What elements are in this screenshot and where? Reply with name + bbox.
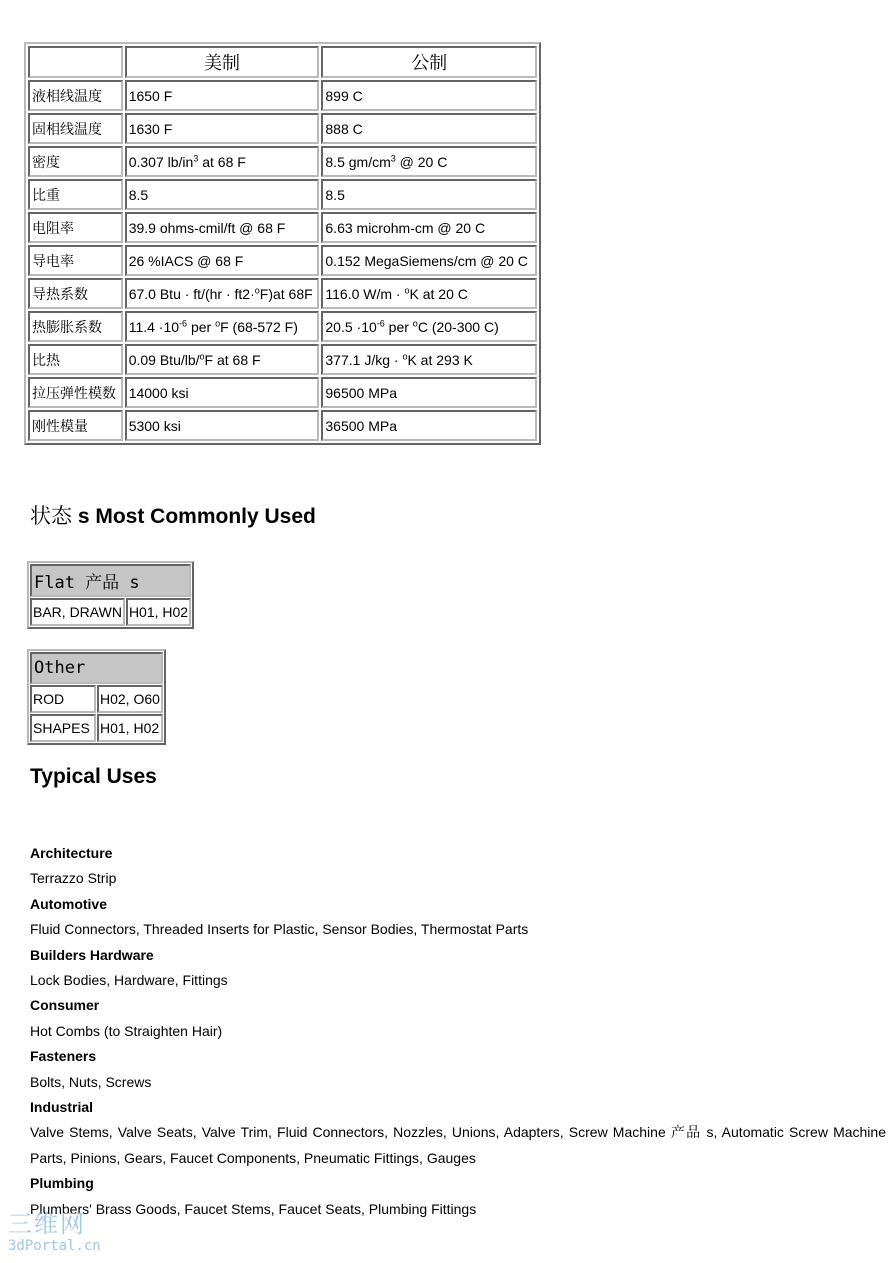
flat-header-row	[30, 564, 191, 597]
use-text: Lock Bodies, Hardware, Fittings	[30, 972, 228, 989]
tempers-heading-cn: 状态	[30, 505, 72, 528]
row-shear-modulus	[28, 410, 537, 441]
label-cell: 比热	[28, 344, 123, 375]
us-cell: 0.09 Btu/lb/$^o$F at 68 F	[125, 344, 320, 375]
product-cell: BAR, DRAWN	[30, 598, 125, 626]
metric-cell: 8.5 $gm/cm^3$ @ 20 C	[321, 146, 537, 177]
use-category: Fasteners	[30, 1048, 97, 1065]
product-cell: ROD	[30, 685, 96, 713]
row-elastic-modulus	[28, 377, 537, 408]
row-solidus	[28, 113, 537, 144]
metric-cell: 6.63 microhm-cm @ 20 C	[321, 212, 537, 243]
label-cell: 密度	[28, 146, 123, 177]
label-cell: 电阻率	[28, 212, 123, 243]
metric-cell: 96500 MPa	[321, 377, 537, 408]
use-text: Hot Combs (to Straighten Hair)	[30, 1022, 223, 1039]
tempers-heading-en: s Most Commonly Used	[72, 505, 316, 528]
use-category: Builders Hardware	[30, 946, 154, 963]
use-text: Fluid Connectors, Threaded Inserts for Plastic, Sensor Bodies, Thermostat Parts	[30, 921, 529, 938]
us-cell: 0.307 $lb/in^3$ at 68 F	[125, 146, 320, 177]
label-cell: 导电率	[28, 245, 123, 276]
flat-header: Flat 产品 s	[30, 564, 191, 597]
typical-uses-heading: Typical Uses	[30, 765, 157, 788]
metric-cell: 116.0 W/m · $^o$K at 20 C	[321, 278, 537, 309]
row-density	[28, 146, 537, 177]
use-category: Industrial	[30, 1099, 94, 1116]
watermark-line1: 三维网	[8, 1210, 86, 1238]
use-category: Consumer	[30, 997, 100, 1014]
flat-products-table	[27, 561, 194, 629]
row-liquidus	[28, 80, 537, 111]
other-header-row	[30, 652, 163, 684]
temper-cell: H01, H02	[97, 714, 163, 742]
metric-cell: 899 C	[321, 80, 537, 111]
label-cell: 拉压弹性模数	[28, 377, 123, 408]
tempers-heading	[30, 500, 316, 530]
table-row	[30, 714, 163, 742]
row-conductivity	[28, 245, 537, 276]
table-row	[30, 685, 163, 713]
other-products-table	[27, 649, 166, 745]
use-text: Bolts, Nuts, Screws	[30, 1073, 152, 1090]
row-specific-heat	[28, 344, 537, 375]
row-resistivity	[28, 212, 537, 243]
us-cell: 1630 F	[125, 113, 320, 144]
metric-cell: 36500 MPa	[321, 410, 537, 441]
metric-cell: 377.1 J/kg · $^o$K at 293 K	[321, 344, 537, 375]
metric-cell: 888 C	[321, 113, 537, 144]
us-cell: 1650 F	[125, 80, 320, 111]
properties-table	[24, 42, 541, 445]
header-empty-cell	[28, 46, 123, 78]
label-cell: 固相线温度	[28, 113, 123, 144]
header-metric-units: 公制	[321, 46, 537, 78]
use-text: Valve Stems, Valve Seats, Valve Trim, Fluid Connectors, Nozzles, Unions, Adapters, Screw Machine 产品 s, Automatic Screw Machine Parts, Pinions, Gears, Faucet Components, Pneumatic Fittings, Gauges	[30, 1124, 886, 1166]
row-thermal-expansion	[28, 311, 537, 342]
watermark-logo	[8, 1210, 118, 1256]
label-cell: 刚性模量	[28, 410, 123, 441]
properties-header-row	[28, 46, 537, 78]
us-cell: 14000 ksi	[125, 377, 320, 408]
use-text: Terrazzo Strip	[30, 870, 117, 887]
label-cell: 导热系数	[28, 278, 123, 309]
label-cell: 热膨胀系数	[28, 311, 123, 342]
row-thermal-conductivity	[28, 278, 537, 309]
temper-cell: H01, H02	[126, 598, 191, 626]
use-category: Architecture	[30, 845, 113, 861]
us-cell: 8.5	[125, 179, 320, 210]
temper-cell: H02, O60	[97, 685, 163, 713]
product-cell: SHAPES	[30, 714, 96, 742]
typical-uses-list	[30, 841, 886, 1222]
us-cell: 5300 ksi	[125, 410, 320, 441]
header-us-units: 美制	[125, 46, 320, 78]
label-cell: 液相线温度	[28, 80, 123, 111]
label-cell: 比重	[28, 179, 123, 210]
us-cell: $11.4 \cdot 10^{-6}$ per $^o$F (68-572 F)	[125, 311, 320, 342]
us-cell: 39.9 ohms-cmil/ft @ 68 F	[125, 212, 320, 243]
us-cell: 26 %IACS @ 68 F	[125, 245, 320, 276]
use-text: Plumbers' Brass Goods, Faucet Stems, Faucet Seats, Plumbing Fittings	[30, 1200, 477, 1217]
watermark-line2: 3dPortal.cn	[8, 1238, 101, 1254]
other-header: Other	[30, 652, 163, 684]
us-cell: 67.0 Btu · ft/(hr · ft2·$^o$F)at 68F	[125, 278, 320, 309]
metric-cell: 0.152 MegaSiemens/cm @ 20 C	[321, 245, 537, 276]
table-row	[30, 598, 191, 626]
row-specific-gravity	[28, 179, 537, 210]
metric-cell: $20.5 \cdot 10^{-6}$ per $^o$C (20-300 C)	[321, 311, 537, 342]
use-category: Automotive	[30, 895, 107, 912]
use-category: Plumbing	[30, 1175, 94, 1192]
metric-cell: 8.5	[321, 179, 537, 210]
